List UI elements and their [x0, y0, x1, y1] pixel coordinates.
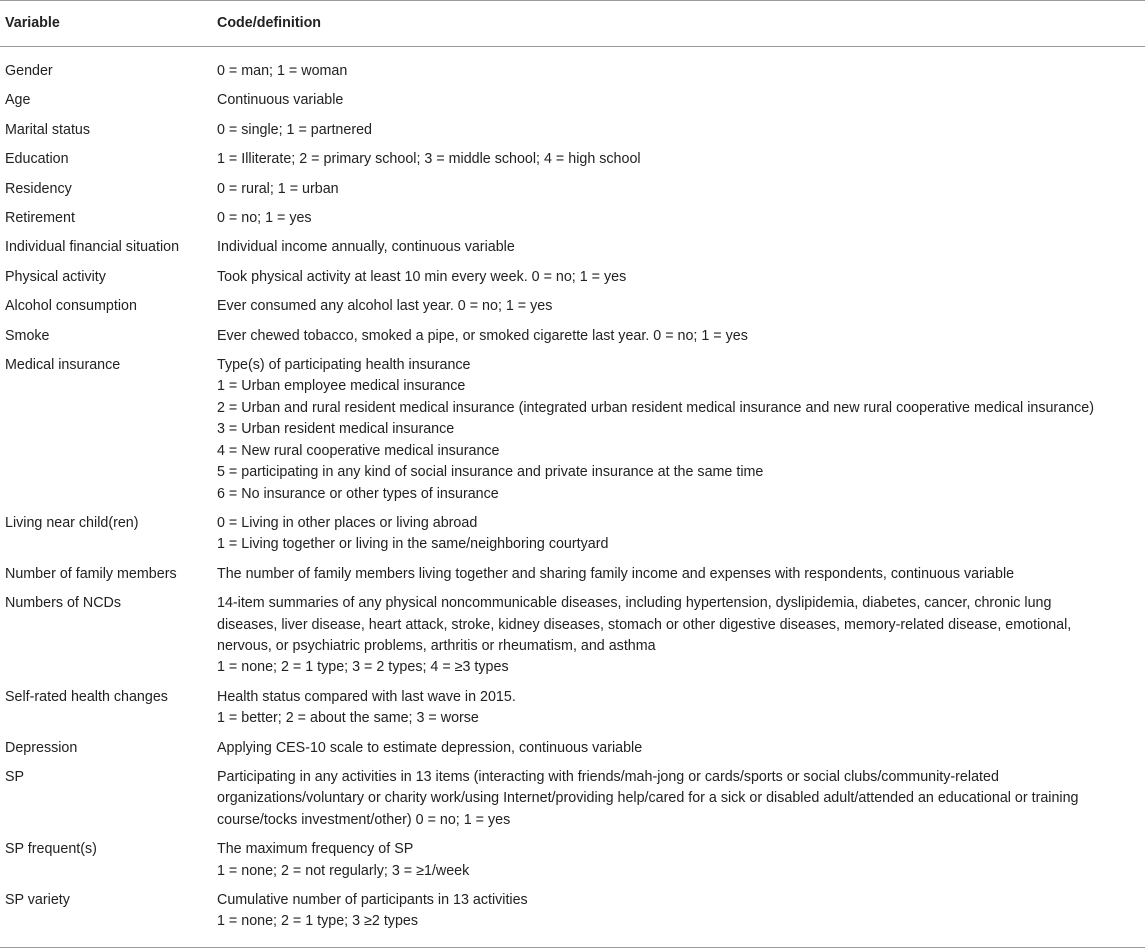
- variable-cell: Medical insurance: [5, 357, 121, 374]
- definition-line: 1 = none; 2 = not regularly; 3 = ≥1/week: [217, 862, 470, 879]
- definition-cell: [216, 205, 1145, 234]
- definition-line: Ever consumed any alcohol last year. 0 = no; 1 = yes: [217, 298, 553, 315]
- definition-cell: [216, 323, 1145, 352]
- definition-cell: [216, 510, 1145, 561]
- variable-cell: Gender: [5, 63, 53, 79]
- variable-cell: Living near child(ren): [5, 514, 139, 531]
- table-row: [0, 836, 1145, 887]
- table-body: [0, 47, 1145, 948]
- table-row: [0, 87, 1145, 116]
- definition-line: 1 = Living together or living in the same/neighboring courtyard: [217, 536, 609, 553]
- variable-cell: Number of family members: [5, 565, 177, 582]
- table-row: [0, 117, 1145, 146]
- variable-cell: SP frequent(s): [5, 841, 97, 858]
- header-row: [0, 1, 1145, 47]
- definition-cell: [216, 684, 1145, 735]
- variable-cell: SP variety: [0, 887, 216, 947]
- table-row: [0, 590, 1145, 684]
- table-row: [0, 264, 1145, 293]
- definition-line: Took physical activity at least 10 min every week. 0 = no; 1 = yes: [217, 268, 627, 285]
- definition-cell: [216, 117, 1145, 146]
- table-row: [0, 176, 1145, 205]
- table-row: [0, 887, 1145, 947]
- definition-line: The maximum frequency of SP: [217, 841, 414, 858]
- variable-cell: Individual financial situation: [5, 239, 180, 256]
- table-row: [0, 234, 1145, 263]
- variable-cell: SP: [5, 768, 25, 785]
- definition-line: 0 = rural; 1 = urban: [217, 180, 339, 197]
- definition-line: Applying CES-10 scale to estimate depression, continuous variable: [217, 739, 643, 756]
- definition-cell: [216, 352, 1145, 510]
- definition-line: 1 = Illiterate; 2 = primary school; 3 = middle school; 4 = high school: [217, 151, 641, 168]
- definition-line: 2 = Urban and rural resident medical insurance (integrated urban resident medical insurance and new rural cooperative medical insurance): [217, 399, 1094, 416]
- definition-cell: [216, 87, 1145, 116]
- variable-cell: Marital status: [5, 121, 91, 138]
- definition-cell: [216, 47, 1145, 88]
- definition-cell: [216, 887, 1145, 947]
- definition-line: Continuous variable: [217, 92, 344, 109]
- table-row: [0, 684, 1145, 735]
- definition-line: Individual income annually, continuous variable: [217, 239, 515, 256]
- table-row: [0, 293, 1145, 322]
- table-row: [0, 735, 1145, 764]
- definition-cell: [216, 176, 1145, 205]
- definition-line: 14-item summaries of any physical noncommunicable diseases, including hypertension, dyslipidemia, diabetes, cancer, chronic lung: [217, 595, 1052, 612]
- definition-line: 1 = none; 2 = 1 type; 3 = 2 types; 4 = ≥3 types: [217, 659, 509, 676]
- table-header: [0, 1, 1145, 47]
- definition-cell: [216, 764, 1145, 836]
- variable-cell: Age: [5, 92, 31, 109]
- variable-cell: Physical activity: [5, 268, 106, 285]
- definition-line: 1 = Urban employee medical insurance: [217, 378, 466, 395]
- variable-cell: Alcohol consumption: [5, 298, 137, 315]
- definition-cell: [216, 293, 1145, 322]
- table-row: [0, 352, 1145, 510]
- definition-line: 0 = single; 1 = partnered: [217, 121, 372, 138]
- definition-line: 5 = participating in any kind of social insurance and private insurance at the same time: [217, 464, 764, 481]
- definition-line: 4 = New rural cooperative medical insurance: [217, 442, 500, 459]
- definition-cell: [216, 146, 1145, 175]
- definition-line: organizations/voluntary or charity work/using Internet/providing help/cared for a sick or disabled adult/attended an educational or training: [217, 790, 1079, 807]
- definition-line: Cumulative number of participants in 13 activities: [217, 892, 528, 908]
- variable-cell: Self-rated health changes: [5, 688, 168, 705]
- definition-line: 1 = none; 2 = 1 type; 3 ≥2 types: [217, 913, 418, 930]
- definition-cell: [216, 264, 1145, 293]
- table-row: [0, 561, 1145, 590]
- column-header-variable: Variable: [0, 1, 216, 47]
- definition-line: 1 = better; 2 = about the same; 3 = worse: [217, 710, 479, 727]
- variable-cell: Numbers of NCDs: [5, 595, 121, 612]
- definition-line: diseases, liver disease, heart attack, stroke, kidney diseases, stomach or other digestive diseases, memory-related disease, emotional,: [217, 616, 1072, 633]
- variable-cell: Residency: [5, 180, 72, 197]
- table-row: [0, 764, 1145, 836]
- definition-cell: [216, 561, 1145, 590]
- table-row: [0, 510, 1145, 561]
- column-header-code-definition: Code/definition: [216, 1, 1145, 47]
- definition-line: Type(s) of participating health insurance: [217, 357, 471, 374]
- definition-line: Participating in any activities in 13 items (interacting with friends/mah-jong or cards/sports or social clubs/community-related: [217, 768, 999, 785]
- definition-line: 6 = No insurance or other types of insurance: [217, 485, 499, 502]
- definition-line: The number of family members living together and sharing family income and expenses with respondents, continuous variable: [217, 565, 1015, 582]
- definition-line: nervous, or psychiatric problems, arthritis or rheumatism, and asthma: [217, 637, 656, 654]
- variable-cell: Retirement: [5, 210, 75, 227]
- table-row: [0, 323, 1145, 352]
- definition-cell: [216, 590, 1145, 684]
- definition-line: 3 = Urban resident medical insurance: [217, 421, 455, 438]
- table-row: [0, 205, 1145, 234]
- variable-cell: Depression: [5, 739, 78, 756]
- definition-line: Health status compared with last wave in 2015.: [217, 688, 516, 705]
- definition-cell: [216, 735, 1145, 764]
- definition-line: 0 = no; 1 = yes: [217, 210, 312, 227]
- table-row: [0, 47, 1145, 88]
- definition-line: 0 = Living in other places or living abroad: [217, 514, 478, 531]
- definition-line: 0 = man; 1 = woman: [217, 63, 348, 79]
- variable-cell: Smoke: [5, 327, 50, 344]
- definition-line: Ever chewed tobacco, smoked a pipe, or smoked cigarette last year. 0 = no; 1 = yes: [217, 327, 748, 344]
- definition-line: course/tocks investment/other) 0 = no; 1 = yes: [217, 811, 511, 828]
- table-row: [0, 146, 1145, 175]
- definition-cell: [216, 836, 1145, 887]
- variable-cell: Education: [5, 151, 69, 168]
- definition-cell: [216, 234, 1145, 263]
